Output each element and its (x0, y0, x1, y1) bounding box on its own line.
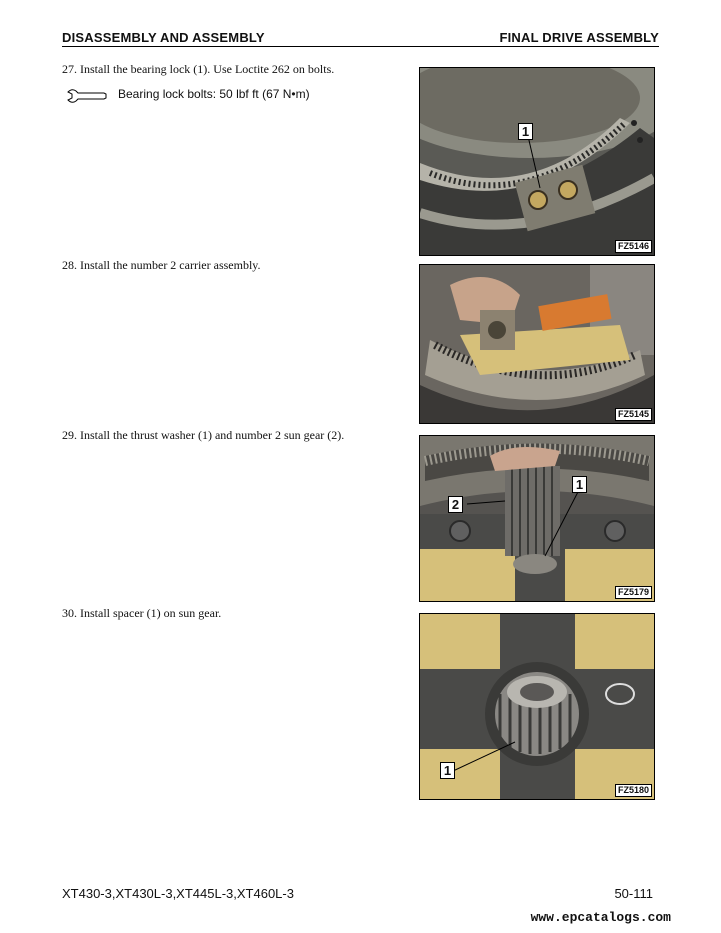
figure-fz5145 (419, 264, 655, 424)
watermark-link[interactable]: www.epcatalogs.com (530, 910, 671, 925)
section-title: DISASSEMBLY AND ASSEMBLY (62, 30, 265, 45)
callout-1: 1 (572, 476, 587, 493)
figure-photo (420, 68, 654, 255)
figure-photo (420, 265, 654, 423)
callout-1: 1 (518, 123, 533, 140)
footer-models: XT430-3,XT430L-3,XT445L-3,XT460L-3 (62, 886, 294, 901)
figure-id: FZ5180 (615, 784, 652, 797)
step-30-text: 30. Install spacer (1) on sun gear. (62, 606, 222, 620)
figure-id: FZ5179 (615, 586, 652, 599)
step-28-text: 28. Install the number 2 carrier assembly. (62, 258, 261, 272)
callout-2: 2 (448, 496, 463, 513)
figure-photo (420, 614, 654, 799)
page-header (62, 30, 659, 47)
figure-fz5180 (419, 613, 655, 800)
torque-value: Bearing lock bolts: 50 lbf ft (67 N•m) (118, 87, 310, 101)
figure-photo (420, 436, 654, 601)
wrench-icon (66, 88, 108, 104)
figure-id: FZ5145 (615, 408, 652, 421)
callout-1: 1 (440, 762, 455, 779)
figure-fz5179 (419, 435, 655, 602)
page-number: 50-111 (614, 886, 653, 901)
step-29-text: 29. Install the thrust washer (1) and number 2 sun gear (2). (62, 428, 345, 442)
chapter-title: FINAL DRIVE ASSEMBLY (499, 30, 659, 45)
figure-id: FZ5146 (615, 240, 652, 253)
step-27-text: 27. Install the bearing lock (1). Use Loctite 262 on bolts. (62, 62, 335, 76)
figure-fz5146 (419, 67, 655, 256)
